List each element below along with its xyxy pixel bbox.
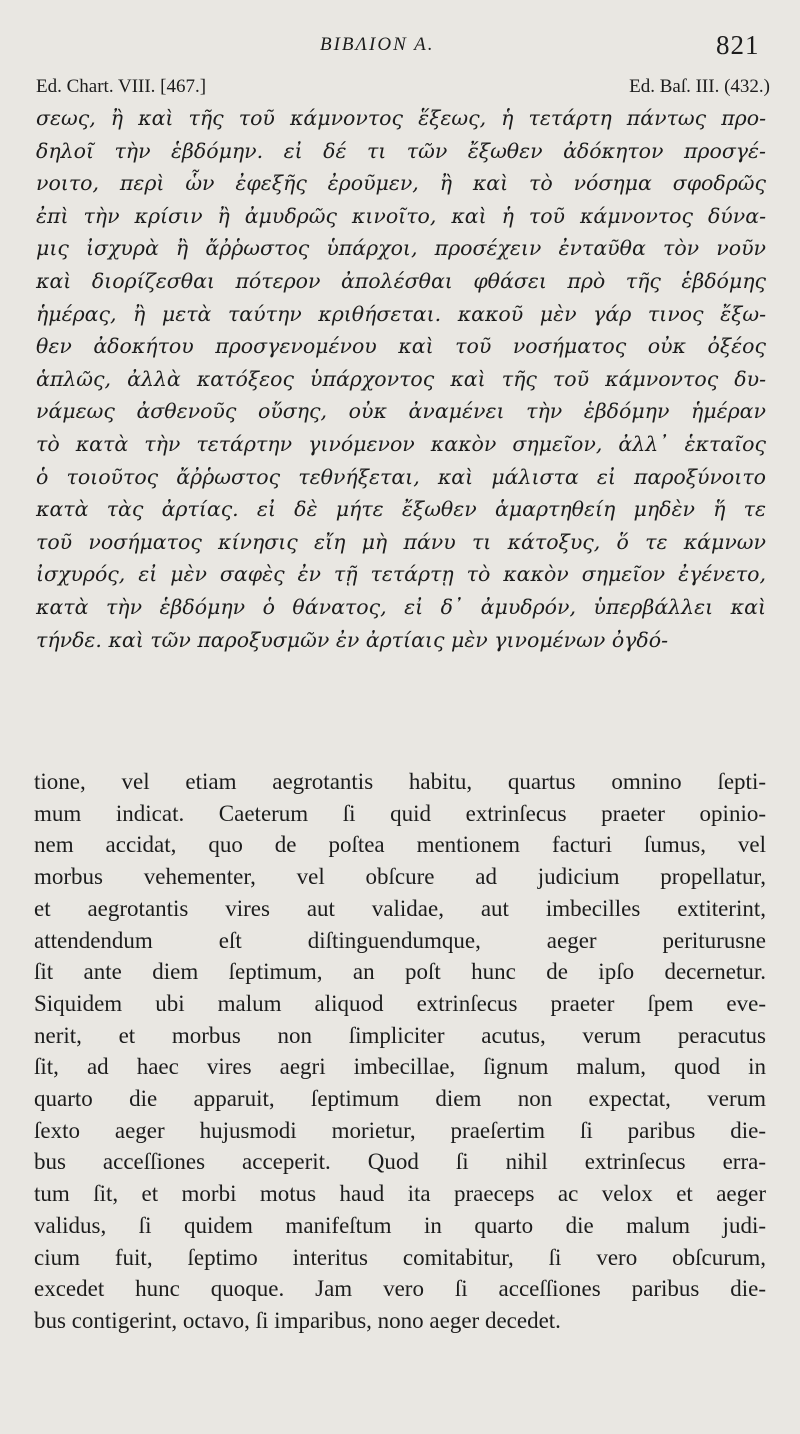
latin-text-line: Siquidem ubi malum aliquod extrinſecus praeter ſpem eve- bbox=[34, 990, 766, 1016]
greek-text-line: τήνδε. καὶ τῶν παροξυσμῶν ἐν ἀρτίαις μὲν γινομένων ὀγδό- bbox=[36, 627, 669, 652]
latin-text-block bbox=[34, 766, 766, 1337]
latin-text-line: ſexto aeger hujusmodi morietur, praeſertim ſi paribus die- bbox=[34, 1117, 766, 1143]
greek-text-line: νοιτο, περὶ ὧν ἐφεξῆς ἐροῦμεν, ἢ καὶ τὸ νόσημα σφοδρῶς bbox=[36, 171, 766, 196]
greek-text-line: κατὰ τὰς ἀρτίας. εἰ δὲ μήτε ἔξωθεν ἁμαρτηθείη μηδὲν ἥ τε bbox=[36, 497, 766, 522]
latin-text-line: nem accidat, quo de poſtea mentionem facturi ſumus, vel bbox=[34, 832, 766, 858]
latin-text-line: bus contigerint, octavo, ſi imparibus, nono aeger decedet. bbox=[34, 1307, 561, 1333]
greek-text-line: ἰσχυρός, εἰ μὲν σαφὲς ἐν τῇ τετάρτῃ τὸ κακὸν σημεῖον ἐγένετο, bbox=[36, 562, 766, 587]
latin-text-line: morbus vehementer, vel obſcure ad judicium propellatur, bbox=[34, 864, 766, 890]
latin-text-line: nerit, et morbus non ſimpliciter acutus, verum peracutus bbox=[34, 1022, 766, 1048]
latin-text-line: quarto die apparuit, ſeptimum diem non expectat, verum bbox=[34, 1086, 766, 1112]
greek-text-line: νάμεως ἀσθενοῦς οὔσης, οὐκ ἀναμένει τὴν ἑβδόμην ἡμέραν bbox=[36, 399, 766, 424]
greek-text-line: τοῦ νοσήματος κίνησις εἴη μὴ πάνυ τι κάτοξυς, ὅ τε κάμνων bbox=[36, 529, 766, 554]
greek-text-line: καὶ διορίζεσθαι πότερον ἀπολέσθαι φθάσει πρὸ τῆς ἑβδόμης bbox=[36, 268, 766, 293]
greek-text-line: μις ἰσχυρὰ ἢ ἄῤῥωστος ὑπάρχοι, προσέχειν ἐνταῦθα τὸν νοῦν bbox=[36, 236, 766, 261]
greek-text-line: τὸ κατὰ τὴν τετάρτην γινόμενον κακὸν σημεῖον, ἀλλ᾽ ἑκταῖος bbox=[36, 431, 766, 456]
greek-text-line: ἡμέρας, ἢ μετὰ ταύτην κριθήσεται. κακοῦ μὲν γάρ τινος ἔξω- bbox=[36, 301, 766, 326]
greek-text-line: σεως, ἢ καὶ τῆς τοῦ κάμνοντος ἕξεως, ἡ τετάρτη πάντως προ- bbox=[36, 106, 766, 130]
latin-text-line: mum indicat. Caeterum ſi quid extrinſecus praeter opinio- bbox=[34, 800, 766, 826]
latin-text-line: ſit, ad haec vires aegri imbecillae, ſignum malum, quod in bbox=[34, 1054, 766, 1080]
book-title: ΒΙΒΛΙΟΝ Α. bbox=[320, 34, 435, 55]
latin-text-line: attendendum eſt diſtinguendumque, aeger periturusne bbox=[34, 927, 766, 953]
latin-text-line: tum ſit, et morbi motus haud ita praeceps ac velox et aeger bbox=[34, 1181, 766, 1207]
page-number: 821 bbox=[716, 30, 760, 60]
greek-text-line: θεν ἀδοκήτου προσγενομένου καὶ τοῦ νοσήματος οὐκ ὀξέος bbox=[36, 334, 766, 359]
latin-text-line: validus, ſi quidem manifeſtum in quarto die malum judi- bbox=[34, 1212, 766, 1238]
edition-ref-basel: Ed. Baſ. III. (432.) bbox=[629, 76, 770, 97]
greek-text-line: κατὰ τὴν ἑβδόμην ὁ θάνατος, εἰ δ᾽ ἀμυδρόν, ὑπερβάλλει καὶ bbox=[36, 594, 766, 619]
greek-text-block bbox=[36, 102, 766, 656]
latin-text-line: et aegrotantis vires aut validae, aut imbecilles extiterint, bbox=[34, 895, 766, 921]
latin-text-line: tione, vel etiam aegrotantis habitu, quartus omnino ſepti- bbox=[34, 769, 766, 794]
column-gap bbox=[0, 690, 800, 760]
latin-text-line: bus acceſſiones acceperit. Quod ſi nihil extrinſecus erra- bbox=[34, 1149, 766, 1175]
edition-ref-chartier: Ed. Chart. VIII. [467.] bbox=[36, 76, 207, 97]
greek-text-line: ὁ τοιοῦτος ἄῤῥωστος τεθνήξεται, καὶ μάλιστα εἰ παροξύνοιτο bbox=[36, 464, 766, 489]
greek-text-line: ἁπλῶς, ἀλλὰ κατόξεος ὑπάρχοντος καὶ τῆς τοῦ κάμνοντος δυ- bbox=[36, 366, 766, 391]
edition-references bbox=[36, 76, 770, 102]
latin-text-line: cium fuit, ſeptimo interitus comitabitur, ſi vero obſcurum, bbox=[34, 1244, 766, 1270]
greek-text-line: δηλοῖ τὴν ἑβδόμην. εἰ δέ τι τῶν ἔξωθεν ἀδόκητον προσγέ- bbox=[36, 138, 766, 163]
greek-text-line: ἐπὶ τὴν κρίσιν ἢ ἀμυδρῶς κινοῖτο, καὶ ἡ τοῦ κάμνοντος δύνα- bbox=[36, 203, 766, 228]
latin-text-line: ſit ante diem ſeptimum, an poſt hunc de ipſo decernetur. bbox=[34, 959, 766, 985]
running-head bbox=[0, 28, 800, 68]
latin-text-line: excedet hunc quoque. Jam vero ſi acceſſiones paribus die- bbox=[34, 1276, 766, 1302]
